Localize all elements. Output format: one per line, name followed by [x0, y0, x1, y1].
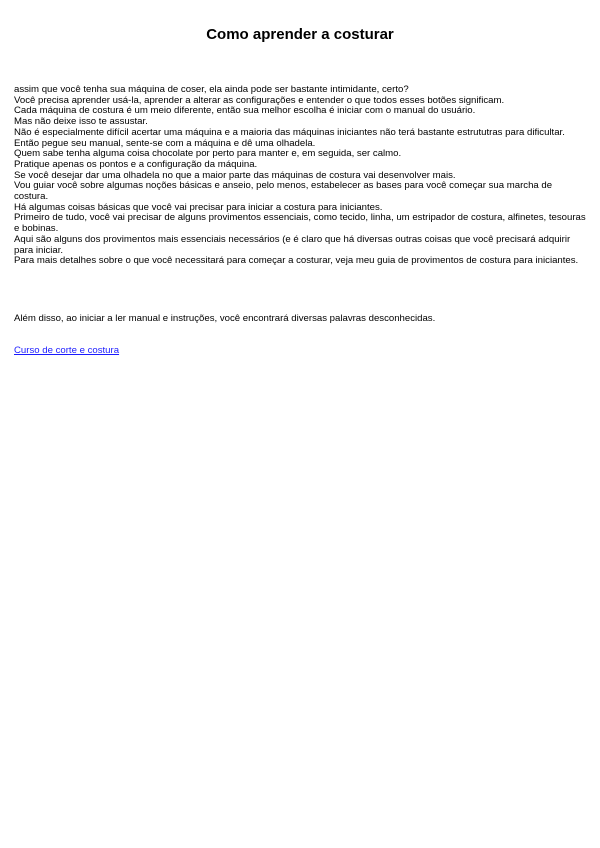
paragraph: Para mais detalhes sobre o que você necessitará para começar a costurar, veja meu guia de provimentos de costura para iniciantes. [14, 255, 579, 267]
page-title: Como aprender a costurar [206, 26, 394, 43]
paragraph: Pratique apenas os pontos e a configuração da máquina. [14, 158, 258, 170]
paragraph: Aqui são alguns dos provimentos mais essenciais necessários (e é claro que há diversas outras coisas que você precisará adquirir para iniciar. [14, 233, 571, 256]
paragraph: Quem sabe tenha alguma coisa chocolate por perto para manter e, em seguida, ser calmo. [14, 148, 402, 160]
paragraph: Primeiro de tudo, você vai precisar de alguns provimentos essenciais, como tecido, linha, um estripador de costura, alfinetes, tesouras e bobinas. [14, 212, 586, 235]
paragraph: Então pegue seu manual, sente-se com a máquina e dê uma olhadela. [14, 137, 316, 149]
paragraph: Cada máquina de costura é um meio diferente, então sua melhor escolha é iniciar com o manual do usuário. [14, 105, 476, 117]
course-link[interactable]: Curso de corte e costura [14, 345, 120, 356]
paragraph: Você precisa aprender usá-la, aprender a alterar as configurações e entender o que todos esses botões significam. [14, 94, 505, 106]
paragraph: Vou guiar você sobre algumas noções básicas e anseio, pelo menos, estabelecer as bases para você começar sua marcha de costura. [14, 180, 553, 203]
paragraph: Há algumas coisas básicas que você vai precisar para iniciar a costura para iniciantes. [14, 201, 383, 213]
paragraph: assim que você tenha sua máquina de coser, ela ainda pode ser bastante intimidante, certo? [14, 84, 409, 95]
paragraph: Mas não deixe isso te assustar. [14, 116, 148, 128]
closing-paragraph: Além disso, ao iniciar a ler manual e instruções, você encontrará diversas palavras desconhecidas. [14, 313, 436, 324]
body-text [14, 85, 586, 267]
paragraph: Se você desejar dar uma olhadela no que a maior parte das máquinas de costura vai desenvolver mais. [14, 169, 456, 181]
paragraph: Não é especialmente difícil acertar uma máquina e a maioria das máquinas iniciantes não terá bastante estrututras para dificultar. [14, 126, 565, 138]
